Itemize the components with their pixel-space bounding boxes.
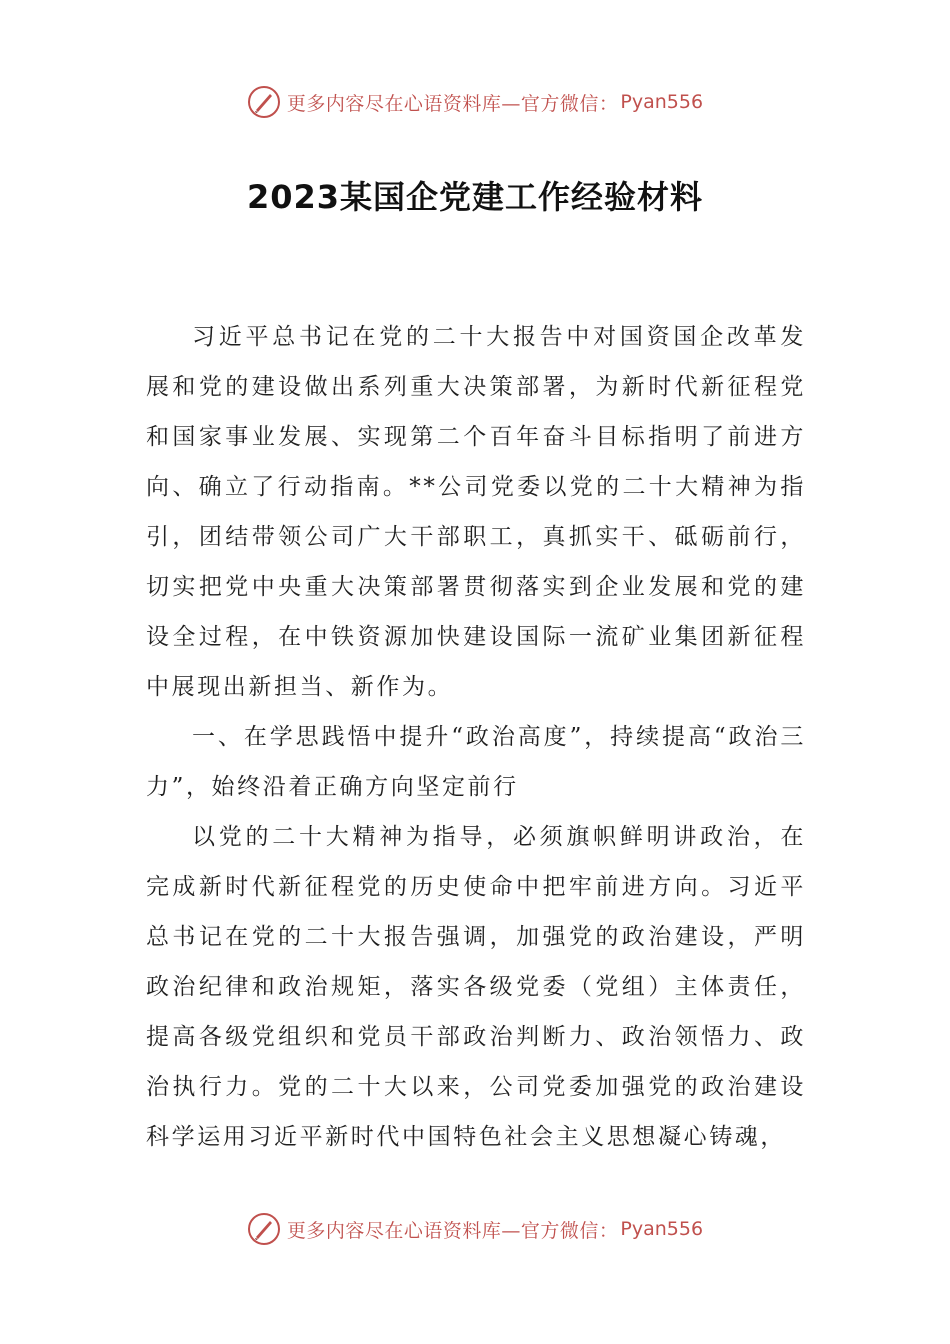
- document-body: [146, 312, 806, 1162]
- quill-logo-icon: [247, 1212, 281, 1246]
- paragraph-section-1: 以党的二十大精神为指导，必须旗帜鲜明讲政治，在完成新时代新征程党的历史使命中把牢前进方向。习近平总书记在党的二十大报告强调，加强党的政治建设，严明政治纪律和政治规矩，落实各级党委（党组）主体责任，提高各级党组织和党员干部政治判断力、政治领悟力、政治执行力。党的二十大以来，公司党委加强党的政治建设科学运用习近平新时代中国特色社会主义思想凝心铸魂，: [146, 824, 806, 1150]
- header-watermark-banner: [0, 82, 950, 122]
- banner-text: 更多内容尽在心语资料库—官方微信：: [286, 92, 619, 115]
- paragraph-intro: 习近平总书记在党的二十大报告中对国资国企改革发展和党的建设做出系列重大决策部署，为新时代新征程党和国家事业发展、实现第二个百年奋斗目标指明了前进方向、确立了行动指南。**公司党委以党的二十大精神为指引，团结带领公司广大干部职工，真抓实干、砥砺前行，切实把党中央重大决策部署贯彻落实到企业发展和党的建设全过程，在中铁资源加快建设国际一流矿业集团新征程中展现出新担当、新作为。: [146, 324, 806, 700]
- quill-logo-icon: [247, 85, 281, 119]
- document-title: 2023某国企党建工作经验材料: [246, 178, 704, 216]
- banner-text: 更多内容尽在心语资料库—官方微信：: [286, 1219, 619, 1242]
- banner-wechat-id: Pyan556: [620, 91, 704, 113]
- section-heading-1: 一、在学思践悟中提升“政治高度”，持续提高“政治三力”，始终沿着正确方向坚定前行: [146, 724, 806, 800]
- footer-watermark-banner: [0, 1209, 950, 1249]
- banner-wechat-id: Pyan556: [620, 1218, 704, 1240]
